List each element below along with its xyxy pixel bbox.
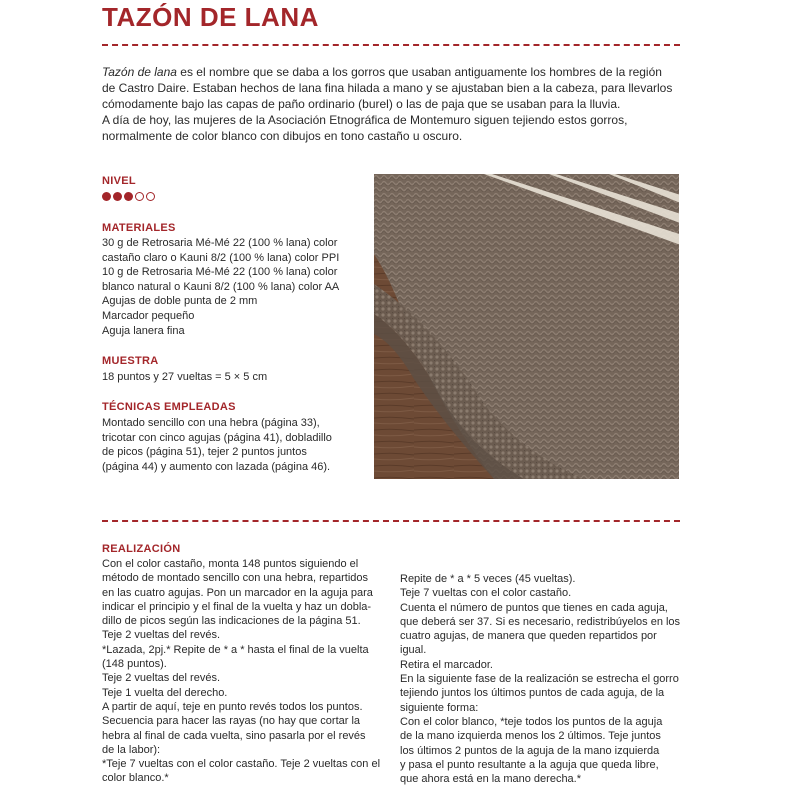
intro-line: cómodamente bajo las capas de paño ordinario (burel) o las de paja que se usaban para la lluvia. — [102, 97, 621, 111]
intro-line: normalmente de color blanco con dibujos en tono castaño u oscuro. — [102, 129, 463, 143]
materiales-heading: MATERIALES — [102, 222, 176, 234]
instruction-line: *Teje 7 vueltas con el color castaño. Teje 2 vueltas con el — [102, 758, 381, 771]
intro-line: es el nombre que se daba a los gorros que usaban antiguamente los hombres de la región — [176, 65, 662, 79]
level-dot-empty-icon — [135, 192, 144, 201]
instruction-line: igual. — [400, 644, 427, 657]
instruction-line: siguiente forma: — [400, 701, 479, 714]
instruction-line: En la siguiente fase de la realización se estrecha el gorro — [400, 673, 679, 686]
level-dot-filled-icon — [102, 192, 111, 201]
materiales-item: blanco natural o Kauni 8/2 (100 % lana) color AA — [102, 280, 340, 293]
instruction-line: en las cuatro agujas. Pon un marcador en la aguja para — [102, 586, 373, 599]
instruction-line: Cuenta el número de puntos que tienes en cada aguja, — [400, 601, 668, 614]
materiales-list — [102, 236, 372, 338]
nivel-heading: NIVEL — [102, 175, 136, 187]
knitted-hat-image — [374, 174, 679, 479]
intro-line: de Castro Daire. Estaban hechos de lana fina hilada a mano y se ajustaban bien a la cabeza, para llevarlos — [102, 81, 673, 95]
muestra-heading: MUESTRA — [102, 355, 159, 367]
materiales-item: Marcador pequeño — [102, 309, 195, 322]
level-dot-filled-icon — [113, 192, 122, 201]
title-divider — [102, 44, 680, 46]
intro-text — [102, 64, 684, 144]
materiales-item: 10 g de Retrosaria Mé-Mé 22 (100 % lana) color — [102, 266, 338, 279]
instruction-line: Teje 2 vueltas del revés. — [102, 672, 221, 685]
materiales-item: castaño claro o Kauni 8/2 (100 % lana) color PPI — [102, 251, 340, 264]
section-divider — [102, 520, 680, 522]
instruction-line: Teje 1 vuelta del derecho. — [102, 686, 228, 699]
instruction-line: A partir de aquí, teje en punto revés todos los puntos. — [102, 700, 363, 713]
tecnicas-heading: TÉCNICAS EMPLEADAS — [102, 401, 236, 413]
tecnicas-list — [102, 416, 372, 474]
level-dot-empty-icon — [146, 192, 155, 201]
instruction-line: Teje 2 vueltas del revés. — [102, 629, 221, 642]
realizacion-left-column — [102, 557, 390, 786]
instruction-line: de la mano izquierda menos los 2 últimos. Teje juntos — [400, 730, 661, 743]
tecnicas-line: Montado sencillo con una hebra (página 33), — [102, 417, 320, 429]
instruction-line: hebra al final de cada vuelta, sino pasarla por el revés — [102, 729, 366, 742]
instruction-line: método de montado sencillo con una hebra, repartidos — [102, 572, 369, 585]
realizacion-right-column — [400, 572, 688, 786]
muestra-text — [102, 370, 372, 385]
instruction-line: Retira el marcador. — [400, 658, 493, 671]
instruction-line: Teje 7 vueltas con el color castaño. — [400, 587, 572, 600]
instruction-line: *Lazada, 2pj.* Repite de * a * hasta el final de la vuelta — [102, 643, 369, 656]
intro-paragraph-1 — [102, 64, 684, 112]
page-title: TAZÓN DE LANA — [102, 2, 319, 32]
instruction-line: (148 puntos). — [102, 658, 167, 671]
muestra-line: 18 puntos y 27 vueltas = 5 × 5 cm — [102, 371, 268, 383]
tecnicas-line: (página 44) y aumento con lazada (página 46). — [102, 460, 331, 473]
instruction-line: cuatro agujas, de manera que queden repartidos por — [400, 630, 657, 643]
instruction-line: color blanco.* — [102, 772, 169, 785]
intro-paragraph-2 — [102, 112, 684, 144]
realizacion-heading: REALIZACIÓN — [102, 543, 181, 555]
intro-lead-term: Tazón de lana — [102, 65, 177, 79]
tecnicas-line: de picos (página 51), tejer 2 puntos juntos — [102, 446, 307, 459]
level-dot-filled-icon — [124, 192, 133, 201]
materiales-item: Agujas de doble punta de 2 mm — [102, 295, 258, 308]
intro-line: A día de hoy, las mujeres de la Asociación Etnográfica de Montemuro siguen tejiendo estos gorros, — [102, 113, 628, 127]
instruction-line: tejiendo juntos los últimos puntos de cada aguja, de la — [400, 687, 665, 700]
instruction-line: Secuencia para hacer las rayas (no hay que cortar la — [102, 715, 361, 728]
knitted-hat-photo — [374, 174, 679, 479]
instruction-line: Con el color castaño, monta 148 puntos siguiendo el — [102, 558, 359, 570]
instruction-line: y pasa el punto resultante a la aguja que queda libre, — [400, 758, 659, 771]
instruction-line: que deberá ser 37. Si es necesario, redistribúyelos en los — [400, 615, 681, 628]
instruction-line: indicar el principio y el final de la vuelta y haz un dobla- — [102, 600, 372, 613]
instruction-line: dillo de picos según las indicaciones de la página 51. — [102, 615, 361, 628]
instruction-line: Con el color blanco, *teje todos los puntos de la aguja — [400, 715, 663, 728]
materiales-item: Aguja lanera fina — [102, 324, 185, 337]
tecnicas-line: tricotar con cinco agujas (página 41), dobladillo — [102, 431, 332, 444]
materiales-item: 30 g de Retrosaria Mé-Mé 22 (100 % lana) color — [102, 237, 338, 249]
level-indicator — [102, 192, 155, 204]
instruction-line: los últimos 2 puntos de la aguja de la mano izquierda — [400, 744, 660, 757]
instruction-line: Repite de * a * 5 veces (45 vueltas). — [400, 573, 576, 585]
instruction-line: que ahora está en la mano derecha.* — [400, 773, 582, 786]
instruction-line: de la labor): — [102, 743, 161, 756]
